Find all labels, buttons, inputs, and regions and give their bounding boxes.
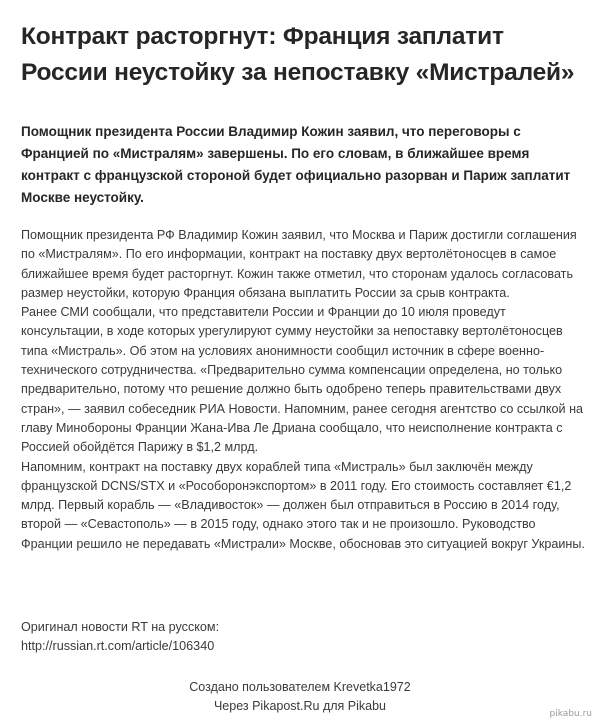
article-paragraph: Ранее СМИ сообщали, что представители России и Франции до 10 июля проведут консультации, в ходе которых урегулируют сумму неустойки за непоставку вертолётоносцев типа «Мистраль». Об этом на условиях анонимности сообщил источник в сфере военно-технического сотрудничества. «Предварительно сумма компенсации определена, но только предварительно, потому что решение должно быть одобрено теперь правительствами двух стран», — заявил собеседник РИА Новости. Напомним, ранее сегодня агентство со ссылкой на главу Минобороны Франции Жана-Ива Ле Дриана сообщало, что неисполнение контракта с Россией обойдётся Парижу в $1,2 млрд. bbox=[21, 305, 584, 455]
created-by: Создано пользователем Krevetka1972 bbox=[189, 680, 411, 694]
via-line: Через Pikapost.Ru для Pikabu bbox=[213, 699, 387, 713]
credits bbox=[0, 678, 600, 716]
article-paragraph: Помощник президента РФ Владимир Кожин заявил, что Москва и Париж достигли соглашения по «Мистралям». По его информации, контракт на поставку двух вертолётоносцев в самое ближайшее время будет расторгнут. Кожин также отметил, что сторонам удалось согласовать размер неустойки, которую Франция обязана выплатить России за срыв контракта. bbox=[21, 228, 577, 300]
article-paragraph: Напомним, контракт на поставку двух кораблей типа «Мистраль» был заключён между французской DCNS/STX и «Рособоронэкспортом» в 2011 году. Его стоимость составляет €1,2 млрд. Первый корабль — «Владивосток» — должен был отправиться в Россию в 2014 году, второй — «Севастополь» — в 2015 году, однако этого так и не произошло. Руководство Франции решило не передавать «Мистрали» Москве, обосновав это ситуацией вокруг Украины. bbox=[21, 459, 585, 551]
source-link[interactable]: http://russian.rt.com/article/106340 bbox=[21, 639, 215, 653]
article-lead: Помощник президента России Владимир Кожин заявил, что переговоры с Францией по «Мистралям» завершены. По его словам, в ближайшее время контракт с французской стороной будет официально разорван и Париж заплатит Москве неустойку. bbox=[21, 124, 571, 205]
source-label: Оригинал новости RT на русском: bbox=[21, 620, 220, 634]
source-block bbox=[21, 618, 586, 656]
article-title: Контракт расторгнут: Франция заплатит России неустойку за непоставку «Мистралей» bbox=[21, 23, 575, 86]
pikabu-watermark: pikabu.ru bbox=[549, 709, 592, 719]
article-body bbox=[21, 226, 586, 554]
